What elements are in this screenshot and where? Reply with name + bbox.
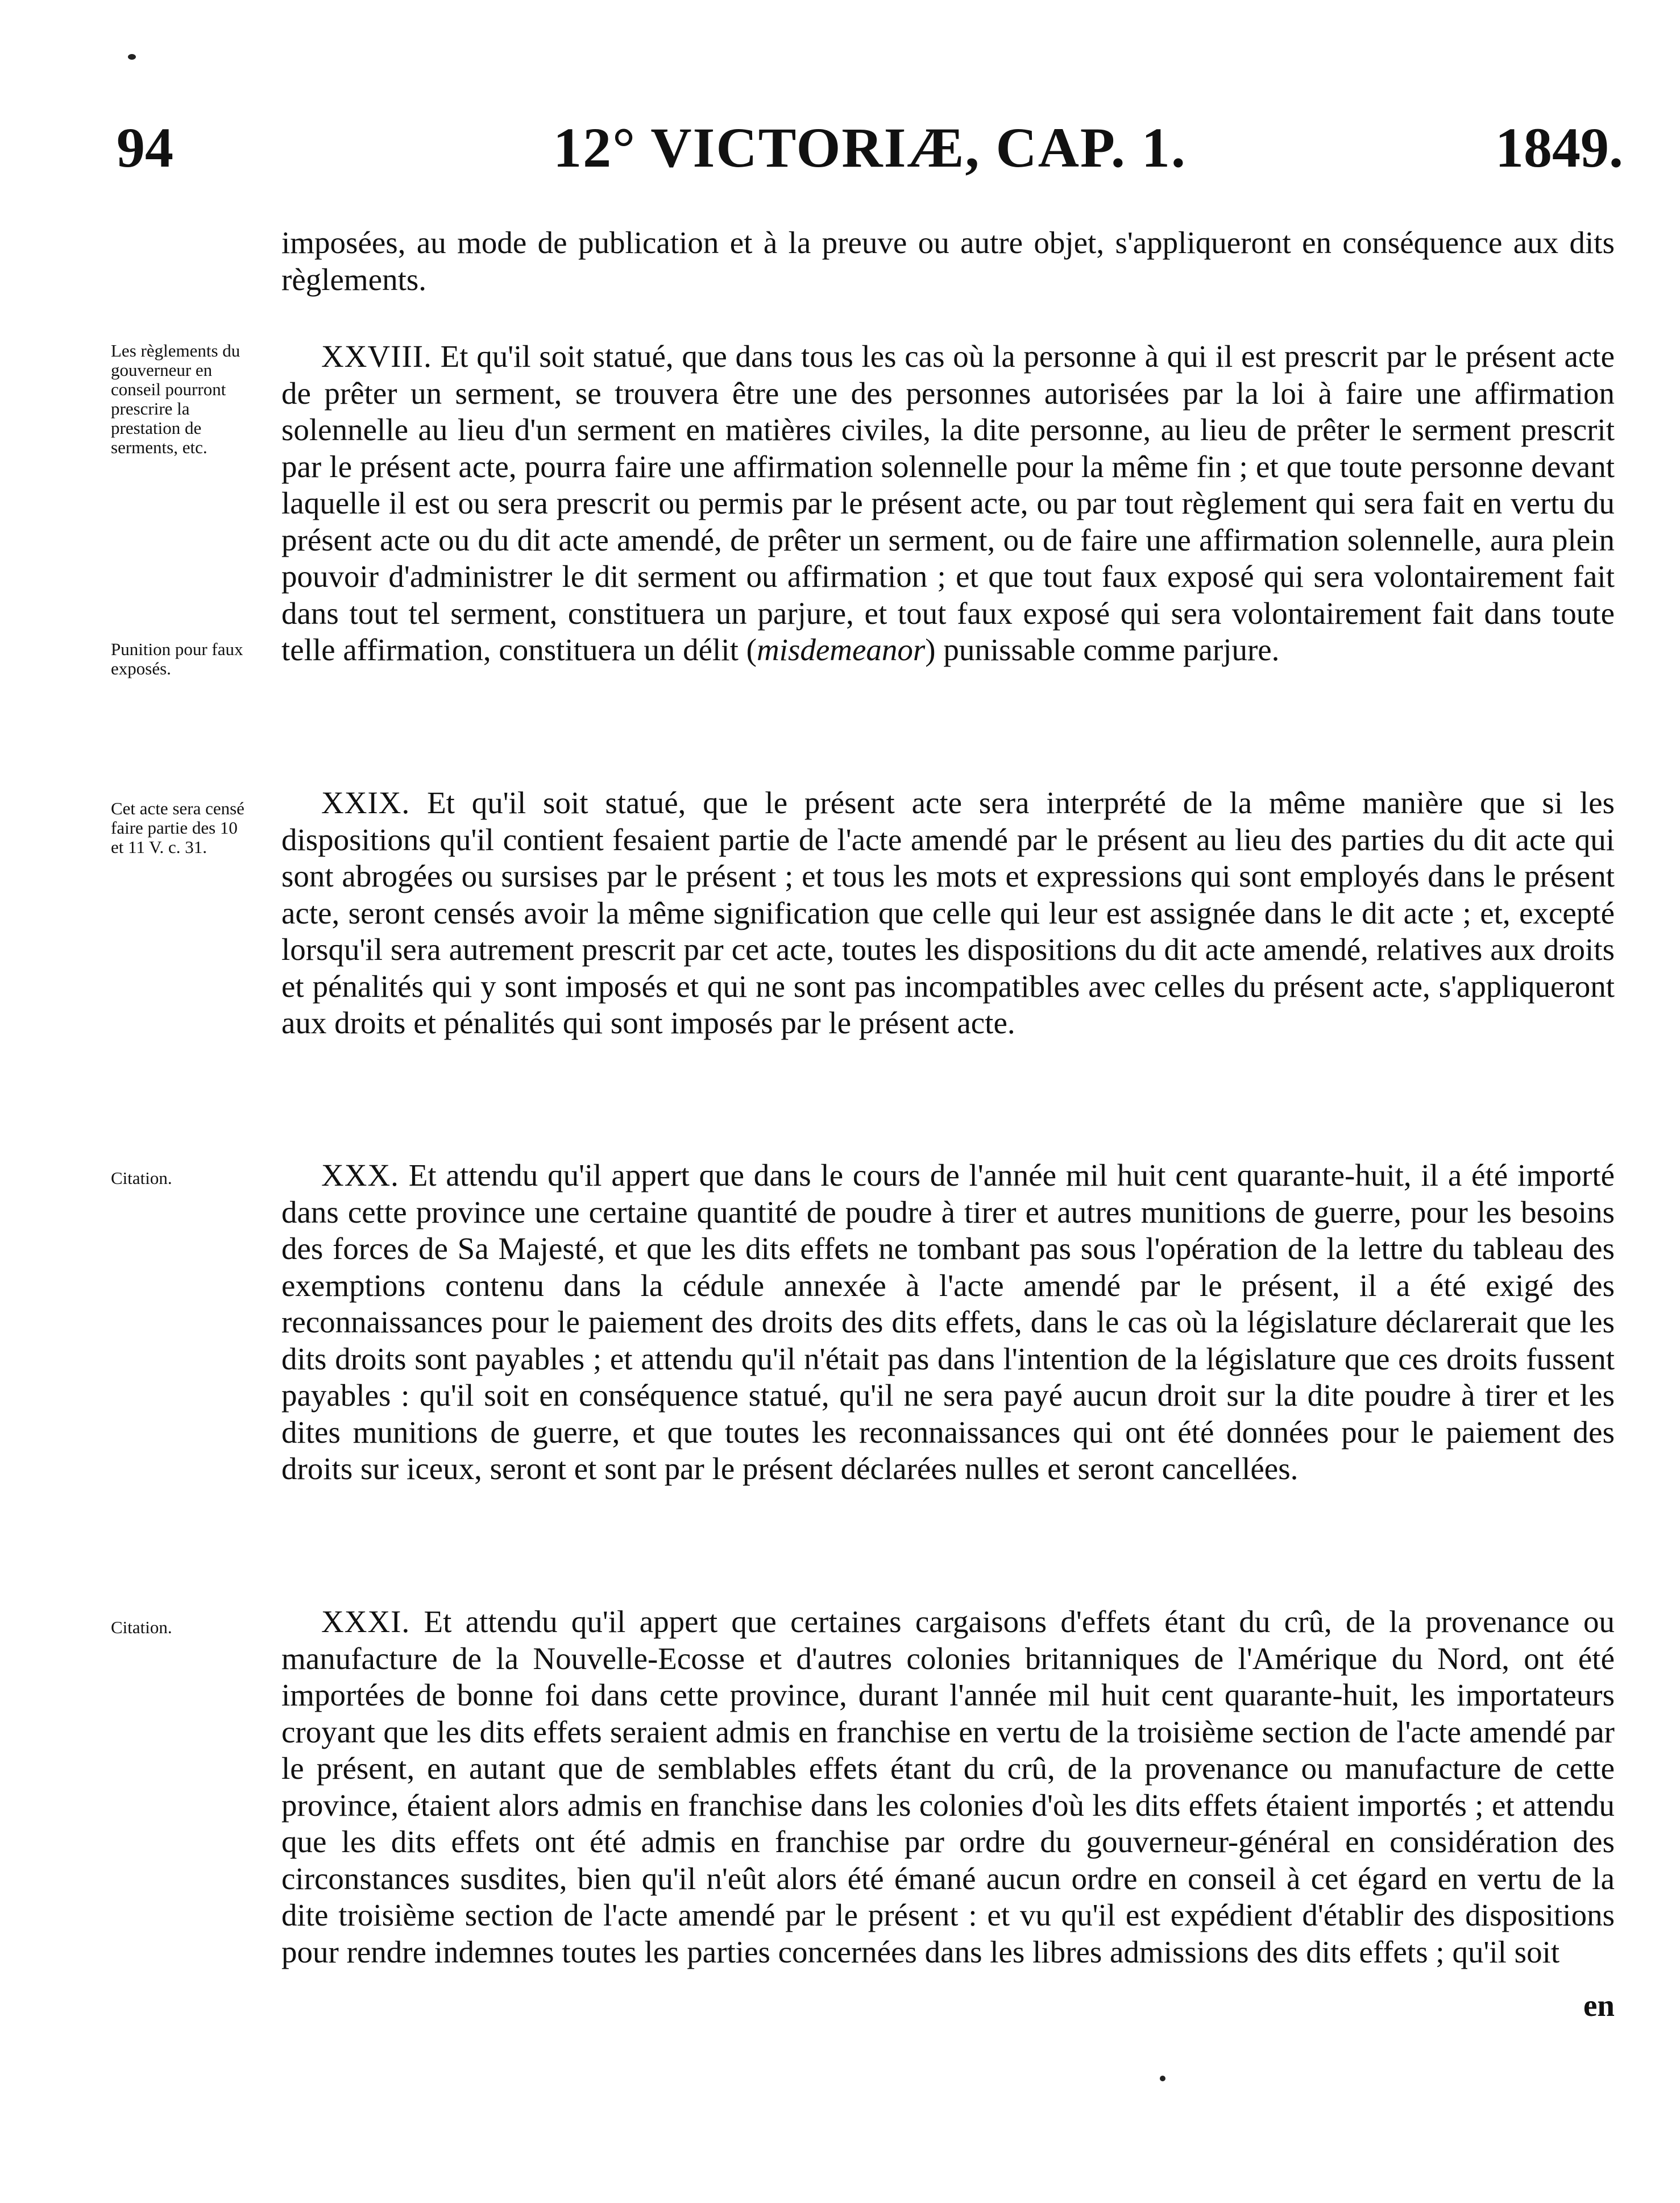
section-xxx (281, 1157, 1615, 1488)
section-text: Et qu'il soit statué, que le présent acte sera interprété de la même manière que si les dispositions qu'il contient fesaient partie de l'acte amendé par le présent au lieu des parties du dit acte qui sont abrogées ou sursises par le présent ; et tous les mots et expressions qui sont employés dans le présent acte, seront censés avoir la même signification que celle qui leur est assignée dans le dit acte ; et, excepté lorsqu'il sera autrement prescrit par cet acte, toutes les dispositions du dit acte amendé, relatives aux droits et pénalités qui y sont imposés et qui ne sont pas incompatibles avec celles du présent acte, s'appliqueront aux droits et pénalités qui sont imposés par le présent acte. (281, 785, 1615, 1040)
print-speck (128, 54, 136, 60)
margin-note: Citation. (111, 1168, 172, 1188)
section-italic: misdemeanor (756, 632, 926, 667)
catchword: en (1583, 1988, 1615, 2023)
section-xxxi (281, 1604, 1615, 1970)
page-header (117, 111, 1623, 185)
page-number: 94 (117, 116, 173, 179)
section-text: Et attendu qu'il appert que certaines cargaisons d'effets étant du crû, de la provenance ou manufacture de la Nouvelle-Ecosse et d'autres colonies britanniques de l'Amérique du Nord, ont été importées de bonne foi dans cette province, durant l'année mil huit cent quarante-huit, les importateurs croyant que les dits effets seraient admis en franchise en vertu de la troisième section de l'acte amendé par le présent, en autant que de semblables effets étant du crû, de la provenance ou manufacture de cette province, étaient alors admis en franchise dans les colonies d'où les dits effets étaient importés ; et attendu que les dits effets ont été admis en franchise par ordre du gouverneur-général en considération des circonstances susdites, bien qu'il n'eût alors été émané aucun ordre en conseil à cet égard en vertu de la dite troisième section de l'acte amendé par le présent : et vu qu'il est expédient d'établir des dispositions pour rendre indemnes toutes les parties concernées dans les libres admissions des dits effets ; qu'il soit (281, 1604, 1615, 1969)
section-xxviii (281, 338, 1615, 669)
section-numeral: XXVIII. (321, 339, 432, 374)
intro-paragraph: imposées, au mode de publication et à la preuve ou autre objet, s'appliqueront en conséquence aux dits règlements. (281, 225, 1615, 297)
section-numeral: XXIX. (321, 785, 410, 820)
header-year: 1849. (1495, 116, 1623, 179)
margin-note-xxx (111, 1169, 253, 1211)
margin-note-xxix (111, 799, 253, 880)
section-numeral: XXX. (321, 1158, 399, 1192)
margin-note: Citation. (111, 1617, 172, 1637)
running-title: 12° VICTORIÆ, CAP. 1. (553, 116, 1187, 179)
margin-note-xxviii-b (111, 640, 253, 701)
margin-note-xxviii (111, 341, 253, 480)
section-text: Et qu'il soit statué, que dans tous les cas où la personne à qui il est prescrit par le présent acte de prêter un serment, se trouvera être une des personnes autorisées par la loi à faire une affirmation solennelle au lieu d'un serment en matières civiles, la dite personne, au lieu de prêter le serment prescrit par le présent acte, pourra faire une affirmation solennelle pour la même fin ; et que toute personne devant laquelle il est ou sera prescrit ou permis par le présent acte, ou par tout règlement qui sera fait en vertu du présent acte ou du dit acte amendé, de prêter un serment, ou de faire une affirmation solennelle, aura plein pouvoir d'administrer le dit serment ou affirmation ; et que tout faux exposé qui sera volontairement fait dans tout tel serment, constituera un parjure, et tout faux exposé qui sera volontairement fait dans toute telle affirmation, constituera un délit ( (281, 339, 1615, 667)
section-text: Et attendu qu'il appert que dans le cours de l'année mil huit cent quarante-huit, il a été importé dans cette province une certaine quantité de poudre à tirer et autres munitions de guerre, pour les besoins des forces de Sa Majesté, et que les dits effets ne tombant pas sous l'opération de la lettre du tableau des exemptions contenu dans la cédule annexée à l'acte amendé par le présent, il a été exigé des reconnaissances pour le paiement des droits des dits effets, dans le cas où la législature déclarerait que les dits droits sont payables ; et attendu qu'il n'était pas dans l'intention de la législature que ces droits fussent payables : qu'il soit en conséquence statué, qu'il ne sera payé aucun droit sur la dite poudre à tirer et les dites munitions de guerre, et que toutes les reconnaissances qui ont été données pour le paiement des droits sur iceux, seront et sont par le présent déclarées nulles et seront cancellées. (281, 1158, 1615, 1486)
margin-note: Punition pour faux exposés. (111, 639, 243, 678)
section-numeral: XXXI. (321, 1604, 410, 1639)
margin-note: Les règlements du gouverneur en conseil pourront prescrire la prestation de serments, etc. (111, 341, 240, 457)
section-xxix (281, 785, 1615, 1042)
margin-note: Cet acte sera censé faire partie des 10 et 11 V. c. 31. (111, 798, 244, 857)
margin-note-xxxi (111, 1618, 253, 1660)
section-text-after: ) punissable comme parjure. (925, 632, 1280, 667)
print-speck (1160, 2076, 1165, 2081)
